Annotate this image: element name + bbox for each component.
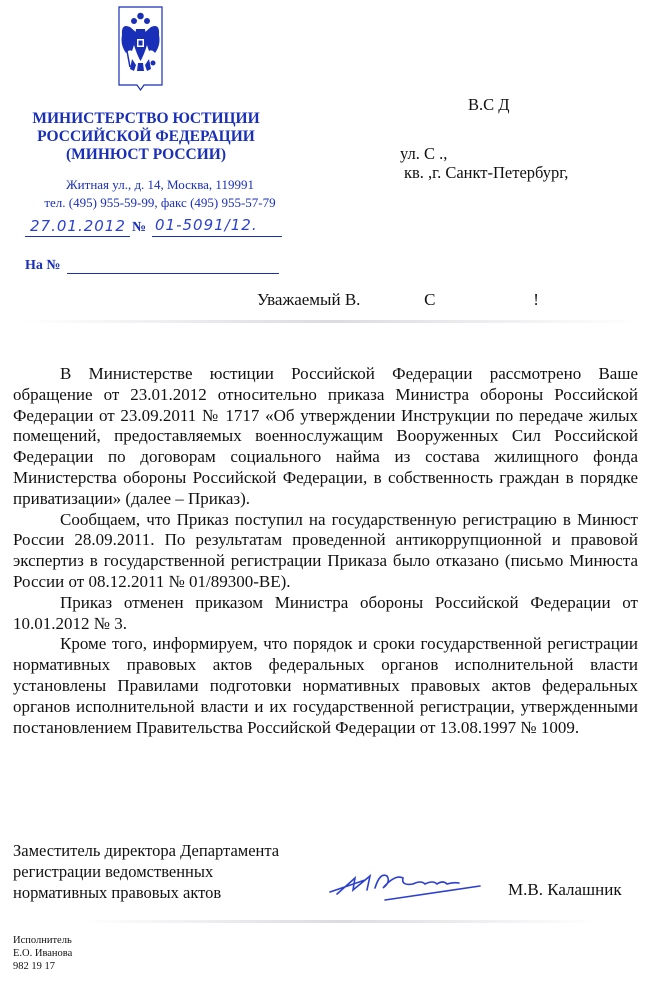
executor-label: Исполнитель bbox=[13, 935, 72, 946]
ministry-name-line: МИНИСТЕРСТВО ЮСТИЦИИ bbox=[32, 110, 260, 127]
reply-to-reference bbox=[25, 258, 285, 274]
position-line: Заместитель директора Департамента bbox=[13, 841, 280, 860]
body-paragraph: Сообщаем, что Приказ поступил на государственную регистрацию в Минюст России 28.09.2011. По результатам проведенной антикоррупционной и правовой экспертиз в государственной регистрации Приказа было отказано (письмо Минюста России от 08.12.2011 № 01/89300-ВЕ). bbox=[13, 509, 638, 591]
body-paragraph: Кроме того, информируем, что порядок и сроки государственной регистрации нормативных правовых актов федеральных органов исполнительной власти установлены Правилами подготовки нормативных правовых актов федеральных органов исполнительной власти и их государственной регистрации, утвержденными постановлением Правительства Российской Федерации от 13.08.1997 № 1009. bbox=[13, 634, 638, 737]
coat-of-arms-icon bbox=[117, 5, 164, 93]
reply-to-label: На № bbox=[25, 258, 61, 273]
recipient-city: кв. ,г. Санкт-Петербург, bbox=[404, 163, 569, 182]
executor-phone: 982 19 17 bbox=[13, 961, 55, 972]
executor-info bbox=[13, 934, 72, 973]
outgoing-registration bbox=[25, 217, 285, 241]
body-paragraph: Приказ отменен приказом Министра обороны Российской Федерации от 10.01.2012 № 3. bbox=[13, 592, 638, 633]
ministry-phones: тел. (495) 955-59-99, факс (495) 955-57-79 bbox=[44, 195, 276, 210]
ministry-address: Житная ул., д. 14, Москва, 119991 bbox=[66, 177, 254, 192]
outgoing-number: 01-5091/12. bbox=[155, 216, 258, 234]
letter-body bbox=[13, 364, 638, 738]
position-line: регистрации ведомственных bbox=[13, 862, 214, 881]
signatory-position bbox=[13, 840, 279, 903]
signer-name: М.В. Калашник bbox=[508, 880, 622, 899]
ministry-contacts bbox=[10, 176, 310, 212]
position-line: нормативных правовых актов bbox=[13, 883, 222, 902]
reply-to-underline bbox=[67, 273, 279, 274]
number-underline bbox=[152, 236, 282, 237]
number-label: № bbox=[132, 220, 147, 235]
handwritten-signature-icon bbox=[325, 858, 500, 908]
ministry-name bbox=[20, 110, 272, 164]
date-underline bbox=[25, 236, 130, 237]
recipient-street: ул. С ., bbox=[400, 144, 448, 163]
recipient-name: В.С Д bbox=[468, 95, 510, 114]
greeting: Уважаемый В. С ! bbox=[257, 290, 539, 309]
ministry-name-line: (МИНЮСТ РОССИИ) bbox=[65, 146, 227, 163]
body-paragraph: В Министерстве юстиции Российской Федерации рассмотрено Ваше обращение от 23.01.2012 относительно приказа Министра обороны Российской Федерации от 23.09.2011 № 1717 «Об утверждении Инструкции по передаче жилых помещений, предоставляемых военнослужащим Вооруженных Сил Российской Федерации по договорам социального найма из состава жилищного фонда Министерства обороны Российской Федерации, в собственность граждан в порядке приватизации» (далее – Приказ). bbox=[13, 364, 638, 508]
outgoing-date: 27.01.2012 bbox=[30, 217, 126, 235]
executor-name: Е.О. Иванова bbox=[13, 948, 73, 959]
ministry-name-line: РОССИЙСКОЙ ФЕДЕРАЦИИ bbox=[37, 128, 255, 145]
